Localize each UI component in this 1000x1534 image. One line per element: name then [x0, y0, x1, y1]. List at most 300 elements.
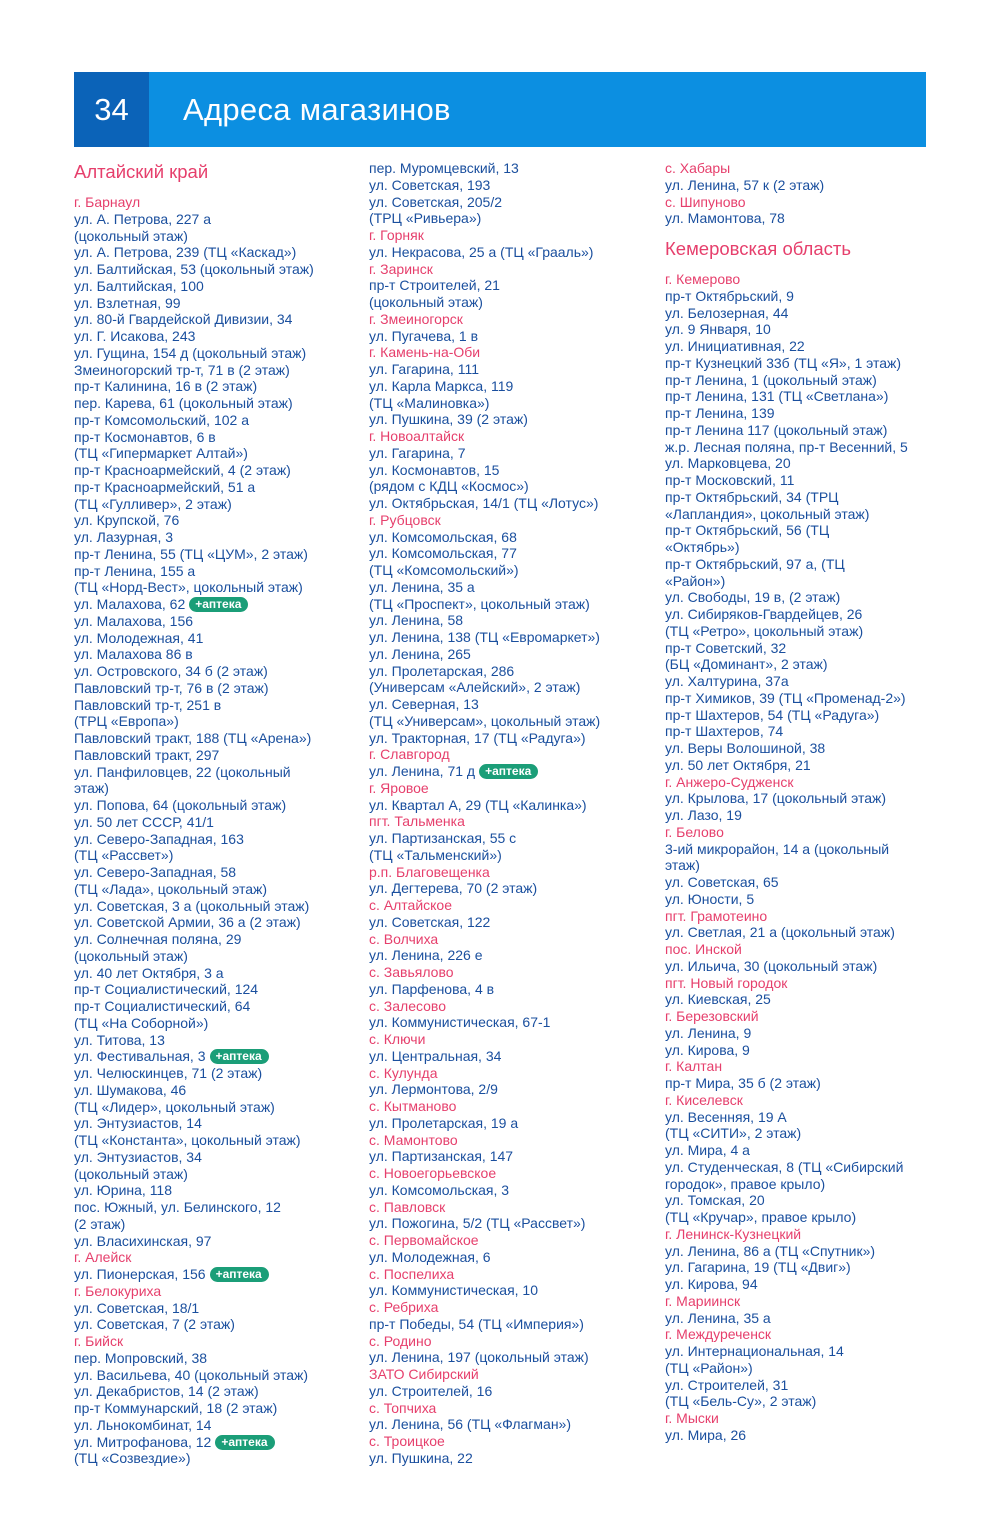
address-text: пр-т Ленина, 55 (ТЦ «ЦУМ», 2 этаж): [74, 545, 308, 562]
address-text: (ТЦ «Универсам», цокольный этаж): [369, 712, 601, 729]
address-text: (ТЦ «Созвездие»): [74, 1450, 191, 1467]
address-line: [665, 1377, 955, 1394]
address-text: ул. Ильича, 30 (цокольный этаж): [665, 957, 878, 974]
address-text: ул. Гагарина, 19 (ТЦ «Двиг»): [665, 1259, 851, 1276]
city-name: с. Ребриха: [369, 1299, 439, 1315]
city-name: с. Новоегорьевское: [369, 1165, 497, 1181]
address-line: [74, 462, 364, 479]
address-line: [369, 1182, 661, 1199]
address-text: ул. Строителей, 16: [369, 1382, 493, 1399]
address-text: пр-т Шахтеров, 54 (ТЦ «Радуга»): [665, 706, 880, 723]
address-text: ул. Митрофанова, 12: [74, 1433, 212, 1450]
address-text: ул. Пушкина, 22: [369, 1449, 473, 1466]
address-line: [369, 361, 661, 378]
address-text: пр-т Красноармейский, 51 а: [74, 478, 256, 495]
city-heading: [665, 824, 955, 841]
address-text: пр-т Советский, 32: [665, 639, 787, 656]
address-line: [665, 1176, 955, 1193]
city-heading: [74, 1249, 364, 1266]
address-text: ул. Комсомольская, 68: [369, 528, 517, 545]
address-text: ул. Кирова, 94: [665, 1276, 758, 1292]
address-line: [665, 355, 955, 372]
address-text: ул. Гагарина, 111: [369, 361, 479, 377]
address-line: [665, 723, 955, 740]
address-line: [74, 479, 364, 496]
address-text: ул. Малахова 86 в: [74, 646, 193, 663]
address-line: [665, 489, 955, 506]
address-line: [665, 690, 955, 707]
address-line: [369, 579, 661, 596]
address-text: ул. Строителей, 31: [665, 1376, 789, 1393]
address-line: [74, 680, 364, 697]
address-text: ул. Коммунистическая, 67-1: [369, 1014, 551, 1031]
address-line: [369, 294, 661, 311]
city-name: г. Заринск: [369, 260, 433, 277]
address-line: [74, 378, 364, 395]
city-heading: [369, 813, 661, 830]
address-line: [74, 847, 364, 864]
address-line: [74, 261, 364, 278]
address-text: ул. Крылова, 17 (цокольный этаж): [665, 790, 887, 807]
address-line: [74, 362, 364, 379]
address-line: [74, 328, 364, 345]
city-name: г. Киселевск: [665, 1091, 743, 1108]
address-text: ул. Декабристов, 14 (2 этаж): [74, 1383, 259, 1400]
address-line: [369, 947, 661, 964]
city-heading: [369, 1433, 661, 1450]
address-line: [74, 1132, 364, 1149]
address-line: [369, 847, 661, 864]
address-line: [665, 874, 955, 891]
address-line: [74, 1166, 364, 1183]
address-text: (ТЦ «СИТИ», 2 этаж): [665, 1125, 802, 1142]
address-line: [369, 914, 661, 931]
address-text: пр-т Московский, 11: [665, 472, 795, 488]
address-text: пос. Южный, ул. Белинского, 12: [74, 1199, 281, 1215]
address-text: ул. 40 лет Октября, 3 а: [74, 964, 224, 981]
address-line: [665, 522, 955, 539]
city-heading: [369, 897, 661, 914]
address-text: пер. Муромцевский, 13: [369, 160, 519, 176]
address-line: [74, 211, 364, 228]
city-name: с. Ключи: [369, 1031, 426, 1047]
address-text: ул. Северо-Западная, 58: [74, 864, 237, 880]
address-text: пр-т Октябрьский, 34 (ТРЦ: [665, 488, 839, 505]
address-line: [369, 1383, 661, 1400]
address-line: [74, 797, 364, 814]
address-text: ул. Сибиряков-Гвардейцев, 26: [665, 606, 863, 622]
address-text: пр-т Социалистический, 124: [74, 981, 259, 998]
address-line: [369, 445, 661, 462]
address-text: Павловский тр-т, 251 в: [74, 696, 222, 713]
address-text: ул. Мамонтова, 78: [665, 210, 785, 227]
address-line: [74, 1065, 364, 1082]
address-text: (ТЦ «Тальменский»): [369, 846, 502, 863]
address-text: пр-т Красноармейский, 4 (2 этаж): [74, 462, 291, 478]
region-heading: [665, 237, 955, 261]
address-line: [74, 1082, 364, 1099]
address-text: (цокольный этаж): [369, 294, 483, 310]
address-text: ул. Ленина, 58: [369, 612, 464, 629]
address-text: ул. Дегтерева, 70 (2 этаж): [369, 880, 538, 897]
address-line: [74, 914, 364, 931]
city-heading: [74, 1333, 364, 1350]
address-line: [74, 764, 364, 781]
address-text: ул. Юности, 5: [665, 890, 755, 907]
address-line: [369, 1349, 661, 1366]
address-text: Павловский тр-т, 76 в (2 этаж): [74, 679, 269, 696]
city-name: пгт. Тальменка: [369, 813, 465, 830]
address-text: ул. Ленина, 265: [369, 645, 471, 662]
address-line: [369, 177, 661, 194]
address-text: ул. Коммунистическая, 10: [369, 1282, 539, 1299]
address-line: [369, 529, 661, 546]
address-text: ул. Молодежная, 6: [369, 1248, 491, 1265]
address-line: [369, 328, 661, 345]
address-text: ул. Партизанская, 147: [369, 1148, 514, 1165]
address-text: Змеиногорский тр-т, 71 в (2 этаж): [74, 361, 290, 378]
address-text: (ТЦ «Комсомольский»): [369, 562, 519, 578]
address-text: ул. Шумакова, 46: [74, 1081, 187, 1098]
address-text: ул. Пионерская, 156: [74, 1266, 206, 1282]
address-line: [665, 338, 955, 355]
address-text: ул. Крупской, 76: [74, 512, 180, 529]
address-line: [74, 747, 364, 764]
address-line: [665, 1310, 955, 1327]
address-text: ул. 50 лет Октября, 21: [665, 756, 811, 773]
address-line: [74, 613, 364, 630]
address-line: [369, 562, 661, 579]
address-text: пр-т Мира, 35 б (2 этаж): [665, 1075, 821, 1091]
address-text: пр-т Ленина, 131 (ТЦ «Светлана»): [665, 388, 889, 405]
address-text: пр-т Комсомольский, 102 а: [74, 411, 249, 428]
city-heading: [369, 1333, 661, 1350]
address-line: [74, 646, 364, 663]
address-line: [665, 1192, 955, 1209]
address-line: [74, 311, 364, 328]
address-text: ул. Попова, 64 (цокольный этаж): [74, 797, 287, 813]
pharmacy-badge: +аптека: [210, 1049, 269, 1064]
city-name: с. Топчиха: [369, 1399, 437, 1416]
city-name: с. Кулунда: [369, 1064, 438, 1081]
address-line: [369, 1249, 661, 1266]
address-text: ул. А. Петрова, 227 а: [74, 210, 212, 227]
address-text: ул. Г. Исакова, 243: [74, 328, 196, 344]
address-text: пр-т Октябрьский, 97 а, (ТЦ: [665, 555, 845, 572]
address-line: [665, 556, 955, 573]
address-text: пр-т Кузнецкий 33б (ТЦ «Я», 1 этаж): [665, 354, 902, 371]
address-line: [665, 1042, 955, 1059]
city-name: г. Змеиногорск: [369, 310, 463, 327]
city-heading: [665, 908, 955, 925]
address-line: [74, 1300, 364, 1317]
address-line: [74, 1434, 364, 1451]
city-name: с. Волчиха: [369, 930, 439, 947]
address-text: ул. Киевская, 25: [665, 991, 771, 1008]
address-line: [74, 630, 364, 647]
region-heading-text: Алтайский край: [74, 161, 209, 182]
address-text: ул. Челюскинцев, 71 (2 этаж): [74, 1065, 263, 1081]
address-line: [74, 1316, 364, 1333]
address-line: [665, 790, 955, 807]
city-name: г. Междуреченск: [665, 1326, 772, 1343]
address-line: [665, 372, 955, 389]
address-text: Павловский тракт, 297: [74, 746, 220, 763]
address-line: [369, 1014, 661, 1031]
address-line: [74, 412, 364, 429]
address-line: [369, 1215, 661, 1232]
address-line: [74, 1266, 364, 1283]
address-line: [665, 573, 955, 590]
address-line: [665, 640, 955, 657]
address-line: [665, 673, 955, 690]
address-line: [369, 679, 661, 696]
address-line: [74, 898, 364, 915]
address-line: [665, 177, 955, 194]
address-line: [665, 210, 955, 227]
city-name: г. Барнаул: [74, 194, 141, 210]
address-text: ул. Балтийская, 53 (цокольный этаж): [74, 261, 314, 277]
address-line: [369, 713, 661, 730]
address-line: [74, 881, 364, 898]
address-text: ул. Малахова, 156: [74, 612, 194, 629]
address-line: [369, 880, 661, 897]
address-text: ул. Ленина, 86 а (ТЦ «Спутник»): [665, 1242, 876, 1259]
city-name: г. Бийск: [74, 1333, 124, 1349]
city-heading: [665, 160, 955, 177]
address-text: ул. 50 лет СССР, 41/1: [74, 813, 214, 830]
address-line: [665, 1259, 955, 1276]
address-text: (ТЦ «Константа», цокольный этаж): [74, 1132, 301, 1148]
address-text: ул. Власихинская, 97: [74, 1232, 212, 1249]
address-text: (ТЦ «Бель-Су», 2 этаж): [665, 1393, 817, 1410]
address-line: [369, 277, 661, 294]
city-heading: [665, 1326, 955, 1343]
address-line: [665, 807, 955, 824]
address-text: пр-т Ленина, 139: [665, 405, 775, 421]
city-heading: [369, 746, 661, 763]
address-line: [369, 1316, 661, 1333]
address-line: [74, 529, 364, 546]
address-line: [74, 981, 364, 998]
city-heading: [369, 1065, 661, 1082]
city-heading: [665, 975, 955, 992]
address-text: этаж): [665, 857, 700, 874]
address-line: [665, 1125, 955, 1142]
address-text: ул. Малахова, 62: [74, 596, 186, 612]
address-line: [665, 305, 955, 322]
address-text: пр-т Октябрьский, 56 (ТЦ: [665, 522, 830, 539]
address-line: [665, 455, 955, 472]
address-line: [74, 998, 364, 1015]
address-line: [369, 763, 661, 780]
city-heading: [665, 1293, 955, 1310]
address-line: [74, 713, 364, 730]
address-line: [74, 512, 364, 529]
address-text: ул. Юрина, 118: [74, 1182, 173, 1199]
address-line: [665, 1159, 955, 1176]
address-text: ул. Мира, 26: [665, 1426, 747, 1443]
address-text: ул. 9 Января, 10: [665, 321, 771, 338]
address-text: ж.р. Лесная поляна, пр-т Весенний, 5: [665, 438, 908, 455]
address-line: [74, 730, 364, 747]
city-name: г. Камень-на-Оби: [369, 344, 481, 361]
address-line: [369, 797, 661, 814]
city-heading: [369, 1266, 661, 1283]
address-text: ул. Белозерная, 44: [665, 304, 789, 321]
address-line: [369, 1450, 661, 1467]
address-column-3: [665, 160, 955, 1444]
city-heading: [665, 1092, 955, 1109]
address-line: [369, 1048, 661, 1065]
address-line: [665, 1343, 955, 1360]
address-text: ул. Васильева, 40 (цокольный этаж): [74, 1366, 309, 1383]
address-line: [74, 1216, 364, 1233]
address-line: [369, 612, 661, 629]
city-name: пгт. Новый городок: [665, 974, 788, 991]
address-text: ул. Ленина, 57 к (2 этаж): [665, 176, 825, 193]
city-heading: [74, 1283, 364, 1300]
address-text: ул. 80-й Гвардейской Дивизии, 34: [74, 311, 293, 328]
address-line: [369, 395, 661, 412]
address-line: [369, 210, 661, 227]
address-text: пр-т Социалистический, 64: [74, 998, 251, 1014]
city-heading: [369, 1400, 661, 1417]
address-text: (ТЦ «Малиновка»): [369, 394, 490, 411]
address-text: ул. Энтузиастов, 14: [74, 1115, 202, 1132]
address-text: ул. Ленина, 35 а: [665, 1309, 771, 1326]
address-text: городок», правое крыло): [665, 1175, 826, 1192]
city-name: с. Шипуново: [665, 193, 746, 210]
address-text: (ТЦ «Норд-Вест», цокольный этаж): [74, 579, 303, 596]
address-text: (ТЦ «Гипермаркет Алтай»): [74, 445, 248, 462]
city-heading: [369, 227, 661, 244]
address-line: [665, 841, 955, 858]
address-line: [665, 606, 955, 623]
address-line: [74, 278, 364, 295]
address-text: ул. Студенческая, 8 (ТЦ «Сибирский: [665, 1158, 904, 1175]
city-name: г. Анжеро-Судженск: [665, 773, 794, 790]
city-name: г. Яровое: [369, 779, 429, 796]
address-line: [665, 388, 955, 405]
address-text: пер. Мопровский, 38: [74, 1349, 208, 1366]
city-name: г. Алейск: [74, 1249, 132, 1266]
address-text: пр-т Шахтеров, 74: [665, 723, 784, 740]
address-text: ул. Космонавтов, 15: [369, 461, 500, 478]
address-line: [665, 656, 955, 673]
city-name: г. Белово: [665, 823, 724, 840]
address-text: пр-т Ленина, 1 (цокольный этаж): [665, 371, 877, 388]
address-text: ул. Лермонтова, 2/9: [369, 1081, 498, 1098]
address-text: ул. Лазурная, 3: [74, 529, 174, 545]
address-line: [369, 378, 661, 395]
city-heading: [665, 1008, 955, 1025]
address-text: ул. Титова, 13: [74, 1031, 165, 1048]
address-line: [74, 596, 364, 613]
city-name: пос. Инской: [665, 941, 742, 957]
city-heading: [369, 998, 661, 1015]
address-text: пр-т Ленина 117 (цокольный этаж): [665, 421, 888, 438]
address-text: ул. Халтурина, 37а: [665, 673, 789, 689]
address-text: (ТЦ «Гулливер», 2 этаж): [74, 495, 232, 512]
region-heading-text: Кемеровская область: [665, 238, 851, 259]
address-line: [74, 663, 364, 680]
address-text: ул. Ленина, 56 (ТЦ «Флагман»): [369, 1416, 572, 1433]
address-text: (БЦ «Доминант», 2 этаж): [665, 656, 828, 673]
city-heading: [665, 194, 955, 211]
city-name: р.п. Благовещенка: [369, 863, 490, 880]
address-line: [369, 244, 661, 261]
address-line: [369, 663, 661, 680]
address-line: [369, 462, 661, 479]
address-line: [369, 830, 661, 847]
address-text: ул. Островского, 34 б (2 этаж): [74, 663, 268, 679]
address-text: ул. Советская, 193: [369, 176, 491, 193]
address-line: [665, 958, 955, 975]
page-number: 34: [74, 72, 149, 147]
address-text: ул. Северо-Западная, 163: [74, 830, 244, 847]
address-line: [369, 1115, 661, 1132]
address-text: ул. Советская, 65: [665, 874, 779, 890]
address-line: [74, 496, 364, 513]
address-line: [665, 1109, 955, 1126]
city-heading: [665, 1058, 955, 1075]
address-line: [665, 623, 955, 640]
city-heading: [665, 1410, 955, 1427]
city-name: с. Алтайское: [369, 897, 453, 913]
address-line: [74, 579, 364, 596]
address-line: [369, 1081, 661, 1098]
city-heading: [369, 344, 661, 361]
address-text: ул. Инициативная, 22: [665, 338, 805, 354]
city-name: с. Родино: [369, 1332, 432, 1349]
address-text: пр-т Химиков, 39 (ТЦ «Променад-2»): [665, 689, 906, 706]
city-name: г. Березовский: [665, 1008, 759, 1024]
address-line: [74, 1015, 364, 1032]
city-heading: [369, 780, 661, 797]
address-text: ул. Льнокомбинат, 14: [74, 1416, 212, 1433]
address-line: [369, 646, 661, 663]
address-line: [369, 495, 661, 512]
address-text: ул. Интернациональная, 14: [665, 1343, 844, 1359]
address-text: ул. Весенняя, 19 А: [665, 1108, 787, 1125]
address-line: [74, 1400, 364, 1417]
address-line: [74, 931, 364, 948]
address-text: ул. Советская, 7 (2 этаж): [74, 1316, 235, 1333]
address-text: ул. Парфенова, 4 в: [369, 980, 495, 997]
city-heading: [369, 1098, 661, 1115]
address-line: [74, 295, 364, 312]
city-name: с. Поспелиха: [369, 1265, 455, 1282]
address-text: ул. Взлетная, 99: [74, 294, 181, 311]
city-heading: [369, 1031, 661, 1048]
address-line: [369, 545, 661, 562]
address-text: «Лапландия», цокольный этаж): [665, 505, 870, 522]
city-name: с. Залесово: [369, 997, 446, 1014]
address-line: [665, 1360, 955, 1377]
address-text: ул. Октябрьская, 14/1 (ТЦ «Лотус»): [369, 495, 599, 511]
address-line: [369, 1282, 661, 1299]
address-line: [369, 478, 661, 495]
address-line: [74, 1350, 364, 1367]
address-line: [665, 1243, 955, 1260]
address-line: [369, 981, 661, 998]
address-text: ул. Энтузиастов, 34: [74, 1148, 202, 1165]
address-line: [665, 1025, 955, 1042]
address-line: [74, 1048, 364, 1065]
address-text: (цокольный этаж): [74, 947, 188, 964]
city-heading: [665, 1226, 955, 1243]
